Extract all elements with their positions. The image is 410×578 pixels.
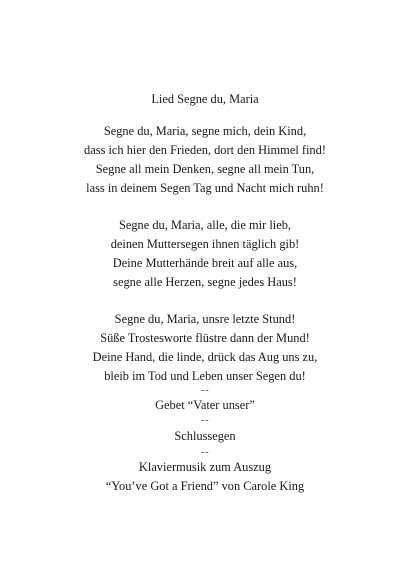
blessing-item: Schlussegen [174, 429, 236, 443]
song-title: Lied Segne du, Maria [151, 92, 259, 106]
verse-line: Segne du, Maria, segne mich, dein Kind, [103, 124, 307, 138]
verse-line: Segne du, Maria, unsre letzte Stund! [114, 312, 296, 326]
verse-line: Deine Mutterhände breit auf alle aus, [112, 256, 298, 270]
separator: -- [200, 446, 210, 458]
separator: -- [200, 384, 210, 396]
verse-line: Segne du, Maria, alle, die mir lieb, [118, 218, 292, 232]
prayer-item: Gebet “Vater unser” [155, 398, 255, 412]
music-title: Klaviermusik zum Auszug [138, 460, 272, 474]
verse-line: deinen Muttersegen ihnen täglich gib! [110, 237, 300, 251]
verse-line: segne alle Herzen, segne jedes Haus! [113, 275, 297, 289]
music-piece: “You’ve Got a Friend” von Carole King [105, 479, 305, 493]
verse-line: Süße Trostesworte flüstre dann der Mund! [100, 331, 310, 345]
verse-line: dass ich hier den Frieden, dort den Himmel find! [84, 143, 326, 157]
verse-line: lass in deinem Segen Tag und Nacht mich ruhn! [86, 181, 324, 195]
verse-line: Segne all mein Denken, segne all mein Tun, [95, 162, 315, 176]
verse-line: bleib im Tod und Leben unser Segen du! [104, 369, 306, 383]
verse-line: Deine Hand, die linde, drück das Aug uns zu, [92, 350, 318, 364]
separator: -- [200, 414, 210, 426]
